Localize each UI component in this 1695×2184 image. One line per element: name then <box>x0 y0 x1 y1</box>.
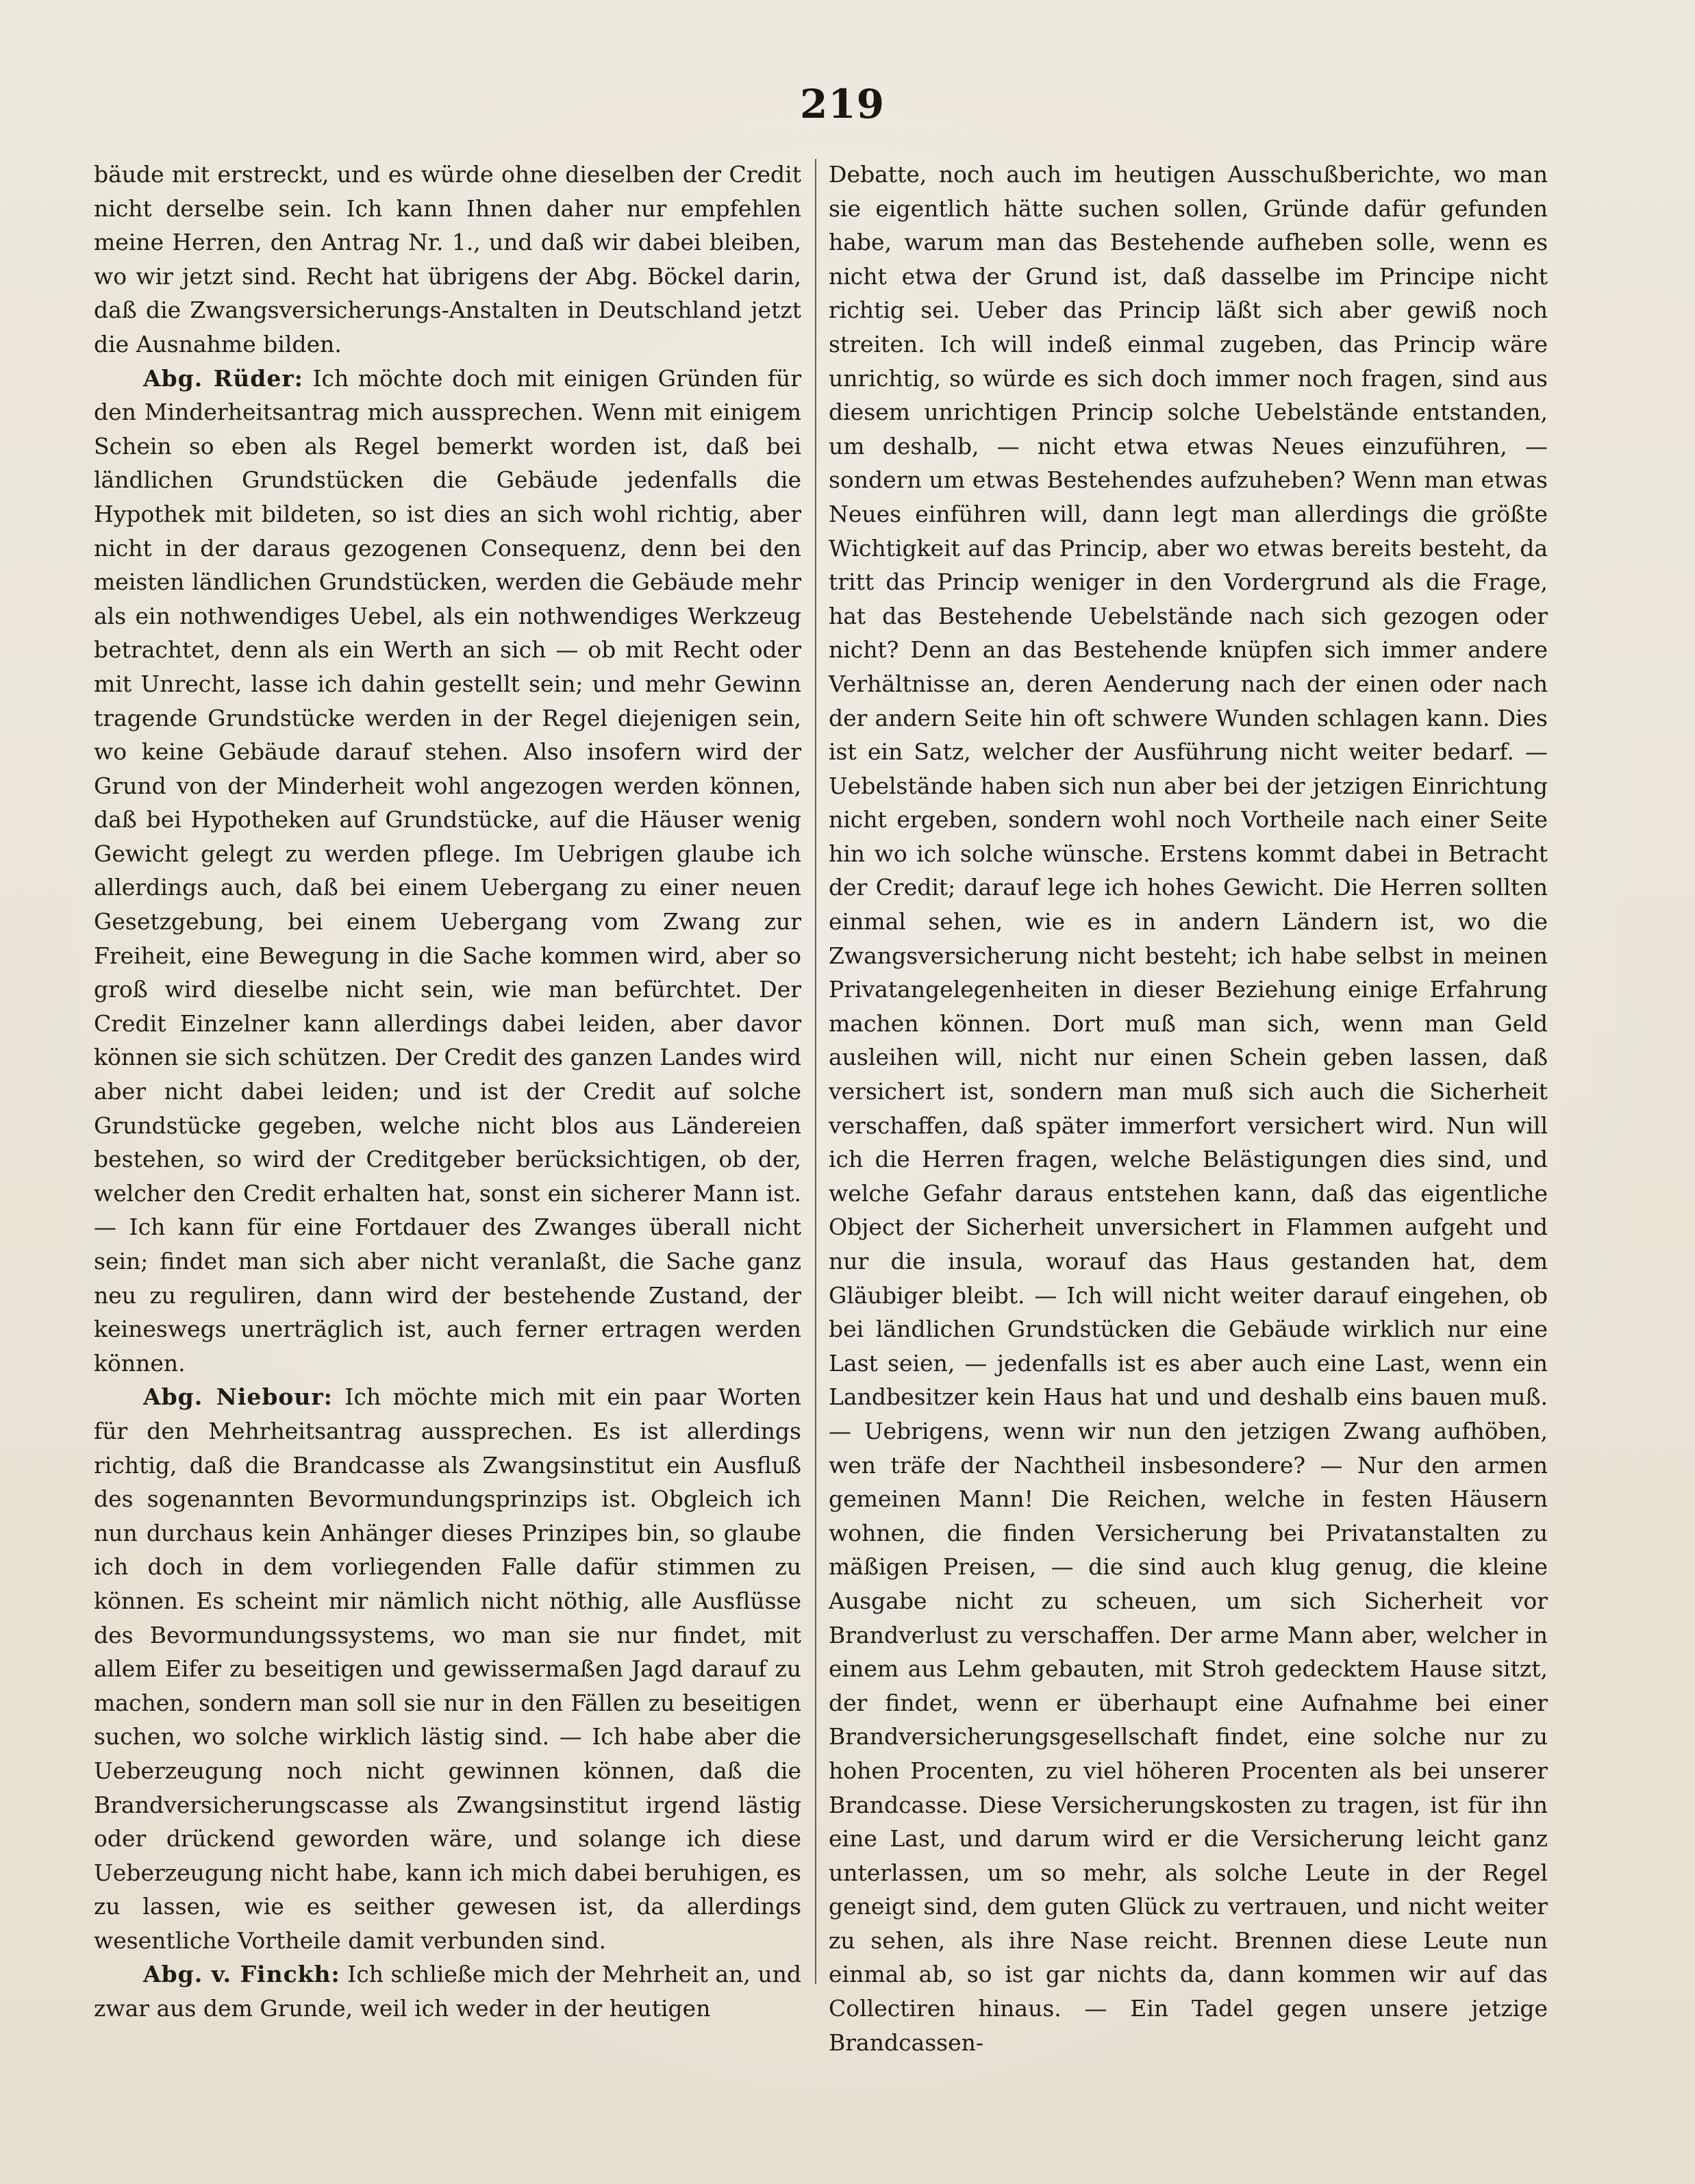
left-column <box>94 158 801 2026</box>
speaker-name: Abg. Niebour: <box>143 1383 333 1411</box>
column-divider <box>815 159 816 1984</box>
paragraph-text: Ich schließe mich der Mehrheit an, und zwar aus dem Grunde, weil ich weder in der heutigen <box>94 1961 802 2022</box>
paragraph-text: Ich möchte mich mit ein paar Worten für den Mehrheitsantrag aussprechen. Es ist allerdings richtig, daß die Brandcasse als Zwangsinstitut ein Ausfluß des sogenannten Bevormundungsprinzips ist. Obgleich ich nun durchaus kein Anhänger dieses Prinzipes bin, so glaube ich doch in dem vorliegenden Falle dafür stimmen zu können. Es scheint mir nämlich nicht nöthig, alle Ausflüsse des Bevormundungssystems, wo man sie nur findet, mit allem Eifer zu beseitigen und gewissermaßen Jagd darauf zu machen, sondern man soll sie nur in den Fällen zu beseitigen suchen, wo solche wirklich lästig sind. — Ich habe aber die Ueberzeugung noch nicht gewinnen können, daß die Brandversicherungscasse als Zwangsinstitut irgend lästig oder drückend geworden wäre, und solange ich diese Ueberzeugung nicht habe, kann ich mich dabei beruhigen, es zu lassen, wie es seither gewesen ist, da allerdings wesentliche Vortheile damit verbunden sind. <box>94 1383 801 1954</box>
speech-paragraph <box>94 362 801 1381</box>
paragraph <box>829 158 1548 2059</box>
speaker-name: Abg. v. Finckh: <box>143 1961 340 1988</box>
paragraph-text: Debatte, noch auch im heutigen Ausschußberichte, wo man sie eigentlich hätte suchen sollen, Gründe dafür gefunden habe, warum man das Bestehende aufheben solle, wenn es nicht etwa der Grund ist, daß dasselbe im Principe nicht richtig sei. Ueber das Princip läßt sich aber gewiß noch streiten. Ich will indeß einmal zugeben, das Princip wäre unrichtig, so würde es sich doch immer noch fragen, sind aus diesem unrichtigen Princip solche Uebelstände entstanden, um deshalb, — nicht etwa etwas Neues einzuführen, — sondern um etwas Bestehendes aufzuheben? Wenn man etwas Neues einführen will, dann legt man allerdings die größte Wichtigkeit auf das Princip, aber wo etwas bereits besteht, da tritt das Princip weniger in den Vordergrund als die Frage, hat das Bestehende Uebelstände nach sich gezogen oder nicht? Denn an das Bestehende knüpfen sich immer andere Verhältnisse an, deren Aenderung nach der einen oder nach der andern Seite hin oft schwere Wunden schlagen kann. Dies ist ein Satz, welcher der Ausführung nicht weiter bedarf. — Uebelstände haben sich nun aber bei der jetzigen Einrichtung nicht ergeben, sondern wohl noch Vortheile nach einer Seite hin wo ich solche wünsche. Erstens kommt dabei in Betracht der Credit; darauf lege ich hohes Gewicht. Die Herren sollten einmal sehen, wie es in andern Ländern ist, wo die Zwangsversicherung nicht besteht; ich habe selbst in meinen Privatangelegenheiten in dieser Beziehung einige Erfahrung machen können. Dort muß man sich, wenn man Geld ausleihen will, nicht nur einen Schein geben lassen, daß versichert ist, sondern man muß sich auch die Sicherheit verschaffen, daß später immerfort versichert wird. Nun will ich die Herren fragen, welche Belästigungen dies sind, und welche Gefahr daraus entstehen kann, daß das eigentliche Object der Sicherheit unversichert in Flammen aufgeht und nur die insula, worauf das Haus gestanden hat, dem Gläubiger bleibt. — Ich will nicht weiter darauf eingehen, ob bei ländlichen Grundstücken die Gebäude wirklich nur eine Last seien, — jedenfalls ist es aber auch eine Last, wenn ein Landbesitzer kein Haus hat und und deshalb eins bauen muß. — Uebrigens, wenn wir nun den jetzigen Zwang aufhöben, wen träfe der Nachtheil insbesondere? — Nur den armen gemeinen Mann! Die Reichen, welche in festen Häusern wohnen, die finden Versicherung bei Privatanstalten zu mäßigen Preisen, — die sind auch klug genug, die kleine Ausgabe nicht zu scheuen, um sich Sicherheit vor Brandverlust zu verschaffen. Der arme Mann aber, welcher in einem aus Lehm gebauten, mit Stroh gedecktem Hause sitzt, der findet, wenn er überhaupt eine Aufnahme bei einer Brandversicherungsgesellschaft findet, eine solche nur zu hohen Procenten, zu viel höheren Procenten als bei unserer Brandcasse. Diese Versicherungskosten zu tragen, ist für ihn eine Last, und darum wird er die Versicherung leicht ganz unterlassen, um so mehr, als solche Leute in der Regel geneigt sind, dem guten Glück zu vertrauen, und nicht weiter zu sehen, als ihre Nase reicht. Brennen diese Leute nun einmal ab, so ist gar nichts da, dann kommen wir auf das Collectiren hinaus. — Ein Tadel gegen unsere jetzige Brandcassen- <box>829 161 1548 2056</box>
paragraph-text: Ich möchte doch mit einigen Gründen für den Minderheitsantrag mich aussprechen. Wenn mit einigem Schein so eben als Regel bemerkt worden ist, daß bei ländlichen Grundstücken die Gebäude jedenfalls die Hypothek mit bildeten, so ist dies an sich wohl richtig, aber nicht in der daraus gezogenen Consequenz, denn bei den meisten ländlichen Grundstücken, werden die Gebäude mehr als ein nothwendiges Uebel, als ein nothwendiges Werkzeug betrachtet, denn als ein Werth an sich — ob mit Recht oder mit Unrecht, lasse ich dahin gestellt sein; und mehr Gewinn tragende Grundstücke werden in der Regel diejenigen sein, wo keine Gebäude darauf stehen. Also insofern wird der Grund von der Minderheit wohl angezogen werden können, daß bei Hypotheken auf Grundstücke, auf die Häuser wenig Gewicht gelegt zu werden pflege. Im Uebrigen glaube ich allerdings auch, daß bei einem Uebergang zu einer neuen Gesetzgebung, bei einem Uebergang vom Zwang zur Freiheit, eine Bewegung in die Sache kommen wird, aber so groß wird dieselbe nicht sein, wie man befürchtet. Der Credit Einzelner kann allerdings dabei leiden, aber davor können sie sich schützen. Der Credit des ganzen Landes wird aber nicht dabei leiden; und ist der Credit auf solche Grundstücke gegeben, welche nicht blos aus Ländereien bestehen, so wird der Creditgeber berücksichtigen, ob der, welcher den Credit erhalten hat, sonst ein sicherer Mann ist. — Ich kann für eine Fortdauer des Zwanges überall nicht sein; findet man sich aber nicht veranlaßt, die Sache ganz neu zu reguliren, dann wird der bestehende Zustand, der keineswegs unerträglich ist, auch ferner ertragen werden können. <box>94 364 801 1377</box>
page-number: 219 <box>799 81 886 127</box>
speaker-name: Abg. Rüder: <box>143 364 303 392</box>
right-column <box>829 158 1548 2059</box>
paragraph <box>94 158 801 362</box>
speech-paragraph <box>94 1380 801 1957</box>
speech-paragraph <box>94 1957 801 2025</box>
paragraph-text: bäude mit erstreckt, und es würde ohne dieselben der Credit nicht derselbe sein. Ich kann Ihnen daher nur empfehlen meine Herren, den Antrag Nr. 1., und daß wir dabei bleiben, wo wir jetzt sind. Recht hat übrigens der Abg. Böckel darin, daß die Zwangsversicherungs-Anstalten in Deutschland jetzt die Ausnahme bilden. <box>94 161 801 357</box>
